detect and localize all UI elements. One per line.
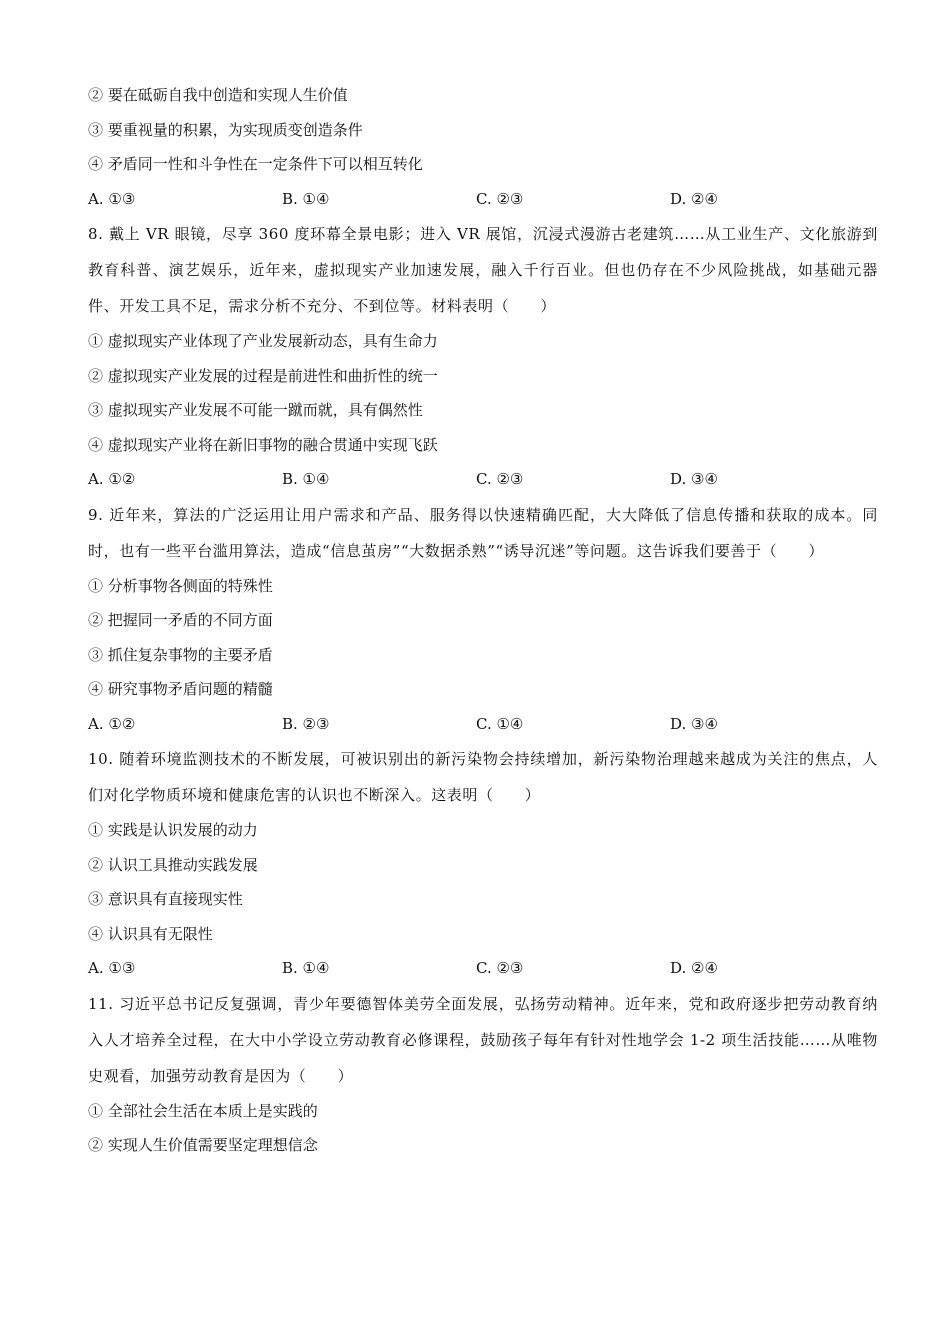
q11-item-1: ① 全部社会生活在本质上是实践的 bbox=[88, 1101, 318, 1120]
q10-option-d: D. ②④ bbox=[670, 959, 718, 977]
q9-option-a: A. ①② bbox=[88, 714, 136, 733]
question-7 bbox=[88, 78, 878, 216]
q9-item-3: ③ 抓住复杂事物的主要矛盾 bbox=[88, 645, 273, 664]
q8-stem: 8. 戴上 VR 眼镜，尽享 360 度环幕全景电影；进入 VR 展馆，沉浸式漫游古老建筑……从工业生产、文化旅游到教育科普、演艺娱乐，近年来，虚拟现实产业加速发展，融入千行百业。但也仍存在不少风险挑战，如基础元器件、开发工具不足，需求分析不充分、不到位等。材料表明（ ） bbox=[88, 225, 879, 315]
q7-option-b: B. ①④ bbox=[282, 189, 330, 208]
q9-option-c: C. ①④ bbox=[476, 714, 524, 733]
question-11 bbox=[88, 986, 878, 1163]
q7-option-c: C. ②③ bbox=[476, 189, 524, 208]
q10-item-1: ① 实践是认识发展的动力 bbox=[88, 821, 258, 839]
q9-stem: 9. 近年来，算法的广泛运用让用户需求和产品、服务得以快速精确匹配，大大降低了信息传播和获取的成本。同时，也有一些平台滥用算法，造成“信息茧房”“大数据杀熟”“诱导沉迷”等问题。这告诉我们要善于（ ） bbox=[88, 505, 878, 560]
q7-option-d: D. ②④ bbox=[670, 189, 718, 208]
q7-item-4: ④ 矛盾同一性和斗争性在一定条件下可以相互转化 bbox=[88, 155, 423, 173]
q7-options bbox=[88, 182, 878, 217]
question-10 bbox=[88, 741, 878, 986]
q10-item-4: ④ 认识具有无限性 bbox=[88, 924, 213, 943]
q11-stem: 11. 习近平总书记反复强调，青少年要德智体美劳全面发展，弘扬劳动精神。近年来，党和政府逐步把劳动教育纳入人才培养全过程，在大中小学设立劳动教育必修课程，鼓励孩子每年有针对性地学会 1-2 项生活技能……从唯物史观看，加强劳动教育是因为（ ） bbox=[88, 994, 878, 1085]
q8-item-3: ③ 虚拟现实产业发展不可能一蹴而就，具有偶然性 bbox=[88, 401, 423, 419]
q10-option-b: B. ①④ bbox=[282, 959, 330, 977]
q10-stem: 10. 随着环境监测技术的不断发展，可被识别出的新污染物会持续增加，新污染物治理越来越成为关注的焦点，人们对化学物质环境和健康危害的认识也不断深入。这表明（ ） bbox=[88, 750, 878, 804]
q8-item-4: ④ 虚拟现实产业将在新旧事物的融合贯通中实现飞跃 bbox=[88, 435, 438, 454]
q8-options bbox=[88, 462, 878, 497]
q10-item-2: ② 认识工具推动实践发展 bbox=[88, 855, 258, 874]
q9-item-4: ④ 研究事物矛盾问题的精髓 bbox=[88, 680, 273, 698]
q9-item-1: ① 分析事物各侧面的特殊性 bbox=[88, 576, 273, 595]
q10-item-3: ③ 意识具有直接现实性 bbox=[88, 890, 243, 908]
q7-item-2: ② 要在砥砺自我中创造和实现人生价值 bbox=[88, 86, 348, 104]
q11-item-2: ② 实现人生价值需要坚定理想信念 bbox=[88, 1136, 318, 1154]
q8-option-b: B. ①④ bbox=[282, 470, 330, 488]
q9-option-b: B. ②③ bbox=[282, 714, 330, 733]
q7-option-a: A. ①③ bbox=[88, 189, 136, 208]
q8-option-c: C. ②③ bbox=[476, 470, 524, 488]
q10-options bbox=[88, 951, 878, 986]
question-9 bbox=[88, 497, 878, 742]
q10-option-c: C. ②③ bbox=[476, 959, 524, 977]
q9-item-2: ② 把握同一矛盾的不同方面 bbox=[88, 611, 273, 629]
q10-option-a: A. ①③ bbox=[88, 959, 136, 977]
question-8 bbox=[88, 216, 878, 497]
q8-option-d: D. ③④ bbox=[670, 470, 718, 488]
q9-options bbox=[88, 707, 878, 742]
q8-item-2: ② 虚拟现实产业发展的过程是前进性和曲折性的统一 bbox=[88, 366, 438, 385]
q8-item-1: ① 虚拟现实产业体现了产业发展新动态，具有生命力 bbox=[88, 332, 438, 350]
q8-option-a: A. ①② bbox=[88, 470, 136, 488]
page-content bbox=[88, 78, 878, 1163]
q9-option-d: D. ③④ bbox=[670, 714, 718, 733]
q7-item-3: ③ 要重视量的积累，为实现质变创造条件 bbox=[88, 120, 363, 139]
